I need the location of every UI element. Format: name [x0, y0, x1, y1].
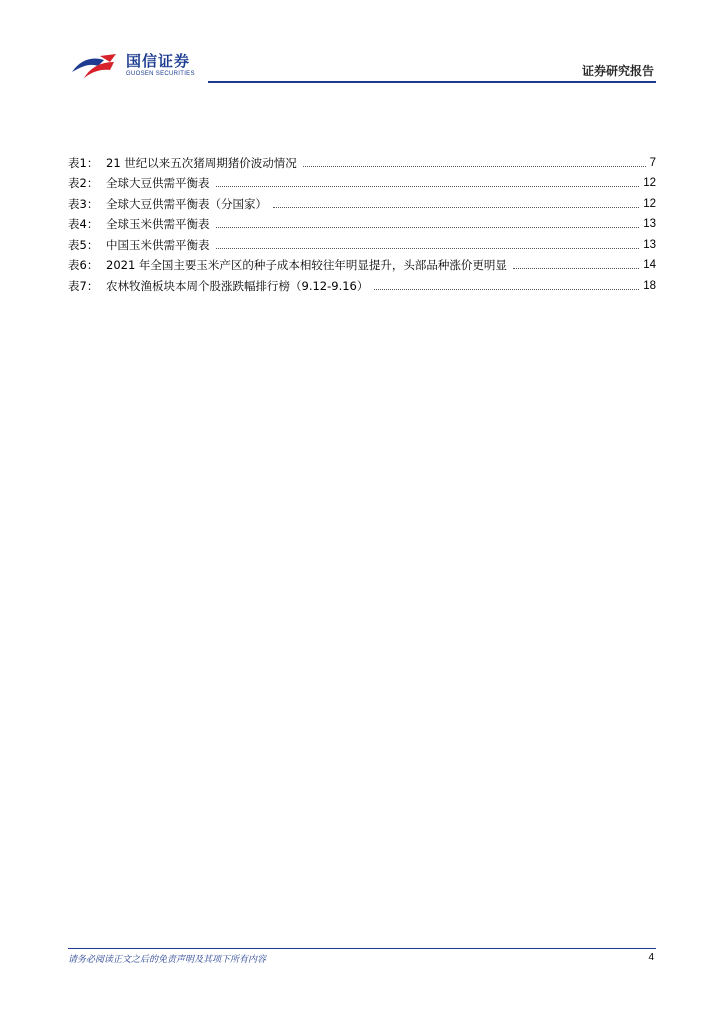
toc-dot-leader	[216, 185, 640, 187]
toc-entry-label: 表3：	[68, 196, 99, 211]
toc-entry-label: 表5：	[68, 237, 99, 252]
toc-entry-title: 全球大豆供需平衡表	[106, 176, 210, 190]
table-of-tables	[68, 149, 656, 293]
logo-chinese-name: 国信证券	[126, 52, 191, 70]
toc-entry-label: 表1：	[68, 155, 99, 170]
guosen-logo-icon	[70, 50, 122, 84]
toc-entry[interactable]	[68, 272, 656, 293]
toc-entry[interactable]	[68, 170, 656, 191]
page-header	[0, 0, 724, 90]
header-divider	[208, 81, 656, 83]
toc-entry-title: 全球大豆供需平衡表（分国家）	[106, 196, 267, 211]
toc-dot-leader	[374, 288, 639, 290]
toc-entry-title: 21 世纪以来五次猪周期猪价波动情况	[106, 155, 297, 170]
toc-entry-page: 13	[643, 218, 656, 230]
toc-dot-leader	[513, 267, 639, 269]
toc-entry-label: 表7：	[68, 278, 99, 293]
toc-entry[interactable]	[68, 190, 656, 211]
toc-entry-page: 12	[643, 197, 656, 210]
guosen-logo	[70, 50, 195, 84]
toc-dot-leader	[303, 165, 646, 167]
toc-dot-leader	[273, 206, 639, 208]
toc-entry-page: 12	[643, 177, 656, 189]
toc-entry[interactable]	[68, 231, 656, 252]
footer-divider	[68, 948, 656, 949]
toc-dot-leader	[216, 247, 640, 249]
toc-entry-label: 表2：	[68, 176, 99, 190]
report-type-label: 证券研究报告	[581, 64, 654, 78]
toc-entry-page: 18	[643, 279, 656, 292]
toc-entry-title: 全球玉米供需平衡表	[106, 217, 210, 231]
footer-disclaimer: 请务必阅读正文之后的免责声明及其项下所有内容	[68, 955, 267, 965]
toc-entry[interactable]	[68, 252, 656, 273]
toc-entry-title: 中国玉米供需平衡表	[106, 237, 210, 252]
toc-entry-page: 14	[643, 259, 656, 271]
toc-entry[interactable]	[68, 211, 656, 232]
toc-entry-title: 2021 年全国主要玉米产区的种子成本相较往年明显提升，头部品种涨价更明显	[106, 258, 507, 272]
logo-english-name: GUOSEN SECURITIES	[126, 71, 195, 77]
page-number: 4	[648, 952, 654, 963]
toc-entry-label: 表6：	[68, 258, 99, 272]
toc-entry-title: 农林牧渔板块本周个股涨跌幅排行榜（9.12-9.16）	[106, 278, 369, 293]
toc-entry-page: 13	[643, 238, 656, 251]
toc-entry[interactable]	[68, 149, 656, 170]
toc-entry-label: 表4：	[68, 217, 99, 231]
toc-dot-leader	[216, 226, 640, 228]
toc-entry-page: 7	[649, 156, 656, 169]
